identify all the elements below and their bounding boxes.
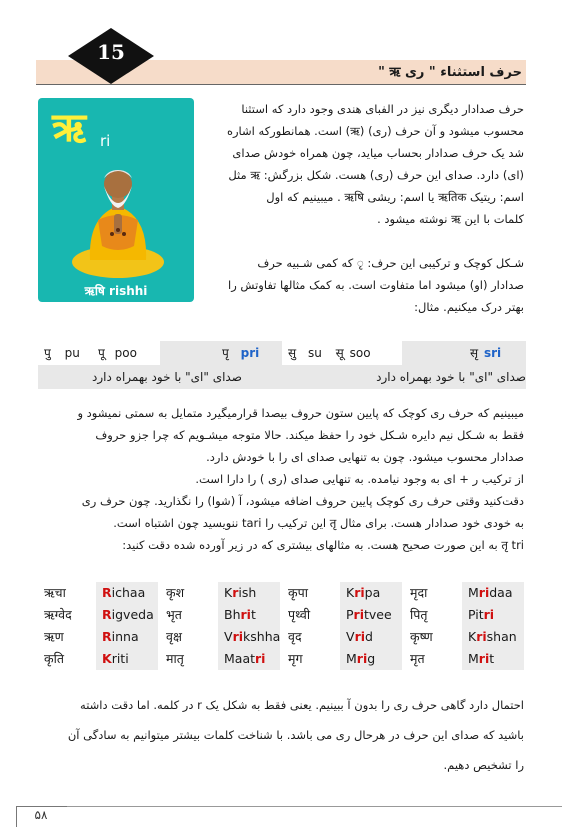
word-devanagari: ऋग्वेद [44, 607, 72, 622]
closing-line: باشید که صدای این حرف در هرحال ری می باشد. با شناخت کلمات بیشتر میتوانیم به سادگی آن [67, 728, 524, 742]
word-latin: Krish [218, 582, 280, 604]
word-devanagari: कृष्ण [410, 629, 433, 644]
word-devanagari: ऋण [44, 629, 64, 644]
intro-line: شـکل کوچک و ترکیبی این حرف: ृ که کمی شـبیه حرف [257, 256, 524, 270]
examples-table [38, 341, 526, 389]
page-number: ۵۸ [34, 808, 48, 822]
word-latin: Mrig [340, 648, 402, 670]
intro-paragraph [202, 98, 524, 230]
header-rule [36, 84, 526, 85]
table-cell: पू poo [98, 346, 137, 360]
intro-line: صدادار (او) میشود اما متفاوت است. به کمک مثالها تفاوتش را [228, 278, 524, 292]
word-devanagari: भृत [166, 607, 182, 622]
explanation-line: فقط به شـکل نیم دایره شـکل خود را حفظ میکند. حالا متوجه میشـویم که چرا جزو حروف [95, 428, 524, 442]
word-latin: Vrid [340, 626, 402, 648]
table-row [38, 341, 526, 365]
table-cell: सु su सू soo [288, 346, 371, 360]
word-devanagari: वृक्ष [166, 629, 182, 644]
word-latin: Bhrit [218, 604, 280, 626]
explanation-line: صدادار محسوب میشود. چون به تنهایی صدای ای را با خودش دارد. [206, 450, 524, 464]
intro-paragraph-continued [34, 252, 524, 318]
word-devanagari: ऋचा [44, 585, 66, 600]
word-latin: Mrit [462, 648, 524, 670]
explanation-line: به خودی خود صدادار هست. برای مثال तृ این ترکیب را tari ننویسید چون اشتباه است. [113, 516, 524, 530]
word-devanagari: कृपा [288, 585, 308, 600]
word-devanagari: मृग [288, 651, 303, 666]
table-cell: पु pu [44, 346, 80, 360]
chapter-number: 15 [97, 40, 125, 64]
card-latin: ri [100, 132, 111, 150]
table-cell: صدای "ای" با خود بهمراه دارد [92, 370, 242, 384]
word-latin: Mridaa [462, 582, 524, 604]
table-row [38, 365, 526, 389]
word-devanagari: वृद [288, 629, 302, 644]
word-devanagari: पितृ [410, 607, 428, 622]
page-title: حرف استثناء " ری ऋ " [378, 65, 522, 80]
intro-line: (ای) دارد. صدای این حرف (ری) هست. شکل بزرگش: ऋ مثل [228, 168, 524, 182]
word-latin: Krishan [462, 626, 524, 648]
word-latin: Rinna [96, 626, 158, 648]
word-latin: Richaa [96, 582, 158, 604]
intro-line: اسم: ریتیک ऋतिक یا اسم: ریشی ऋषि . میبینیم که اول [266, 190, 524, 204]
words-table [38, 582, 526, 672]
explanation-line: از ترکیب ر + ای به وجود نیامده. به تنهایی صدای (ری ) را دارا است. [195, 472, 524, 486]
word-latin: Kriti [96, 648, 158, 670]
word-latin: Rigveda [96, 604, 158, 626]
word-latin: Pritvee [340, 604, 402, 626]
closing-line: احتمال دارد گاهی حرف ری را بدون ﺁ ببینیم. یعنی فقط به شکل یک r در کلمه. اما دقت داشته [80, 698, 524, 712]
word-devanagari: मातृ [166, 651, 184, 666]
explanation-line: دقت‌کنید وقتی حرف ری کوچک پایین حروف اضافه میشود، آ (شوا) را نگذارید. چون حرف ری [81, 494, 524, 508]
explanation-paragraph [34, 402, 524, 556]
word-latin: Pitri [462, 604, 524, 626]
word-devanagari: पृथ्वी [288, 607, 311, 622]
table-cell: صدای "ای" با خود بهمراه دارد [376, 370, 526, 384]
word-latin: Vrikshha [218, 626, 280, 648]
table-cell-shaded: सृ sri [402, 341, 526, 365]
word-devanagari: कृति [44, 651, 64, 666]
word-devanagari: कृश [166, 585, 185, 600]
footer-rule [16, 806, 562, 807]
intro-line: شد یک حرف صدادار بحساب میاید، چون همراه خودش صدای [232, 146, 524, 160]
word-latin: Maatri [218, 648, 280, 670]
card-word: ऋषि rishhi [84, 284, 148, 298]
card-letter: ऋ [52, 105, 87, 151]
closing-paragraph [34, 690, 524, 780]
intro-line: کلمات با این ऋ نوشته میشود . [377, 212, 524, 226]
intro-line: محسوب میشود و آن حرف (ری) (ऋ) است. همانطورکه اشاره [226, 124, 524, 138]
table-cell-shaded: पृ pri [160, 341, 282, 365]
closing-line: را تشخیص دهیم. [443, 758, 524, 772]
explanation-line: میبینیم که حرف ری کوچک که پایین ستون حروف بیصدا قرارمیگیرد متمایل به سمتی نمیشود و [77, 406, 524, 420]
intro-line: حرف صدادار دیگری نیز در الفبای هندی وجود دارد که استثنا [241, 102, 524, 116]
explanation-line: तृ tri به این صورت صحیح هست. به مثالهای بیشتری که در زیر آورده شده دقت کنید: [122, 538, 524, 552]
word-devanagari: मृदा [410, 585, 428, 600]
intro-line: بهتر درک میکنیم. مثال: [414, 300, 524, 314]
word-latin: Kripa [340, 582, 402, 604]
word-devanagari: मृत [410, 651, 425, 666]
